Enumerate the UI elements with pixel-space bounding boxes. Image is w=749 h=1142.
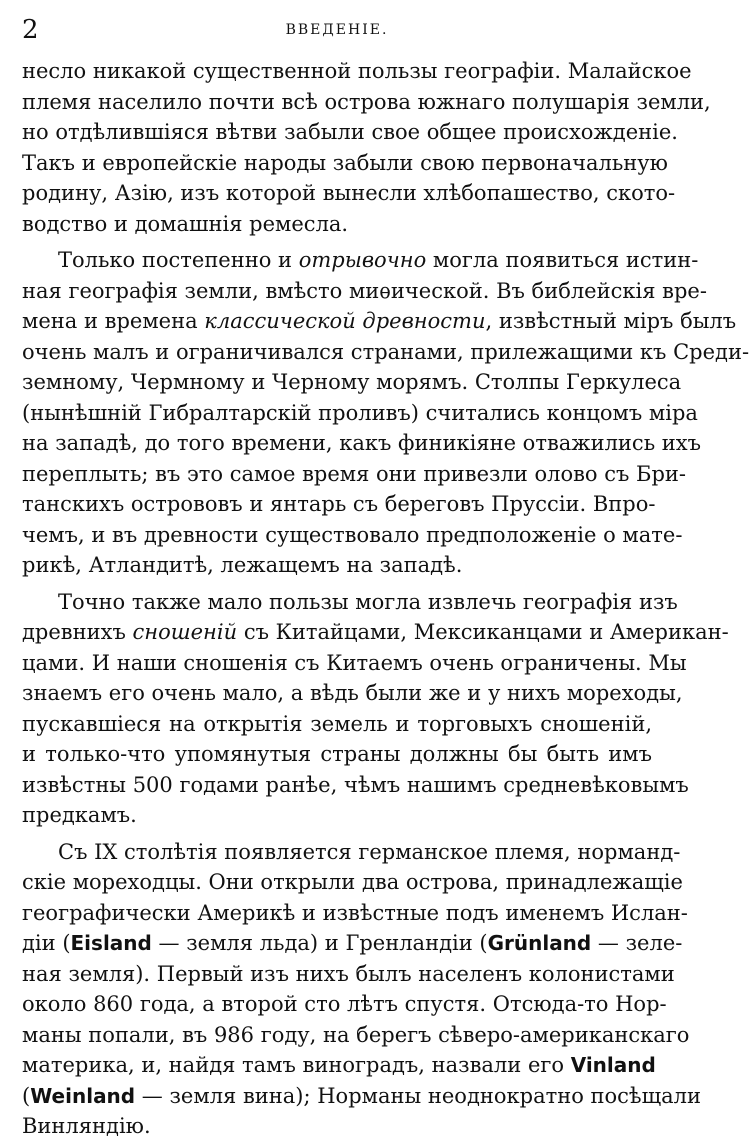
text-line [22,489,656,520]
text-run: Съ IX столѣтія появляется германское племя, норманд- [58,839,681,864]
text-run: — земля вина); Норманы неоднократно посѣщали [135,1083,701,1108]
text-line [22,928,683,959]
page-header [22,14,652,48]
bold-term: Vinland [570,1053,656,1077]
text-run: несло никакой существенной пользы географіи. Малайское [22,59,692,83]
italic-emphasis: классической древности [204,309,486,333]
running-head: ВВЕДЕНІЕ. [285,22,389,38]
text-run: скіе мореходцы. Они открыли два острова, принадлежащіе [22,870,683,894]
text-run: около 860 года, а второй сто лѣтъ спустя. Отсюда-то Нор- [22,992,667,1016]
text-run: знаемъ его очень мало, а вѣдь были же и у нихъ мореходы, [22,681,683,705]
text-line [22,739,652,770]
text-line [22,1081,701,1112]
text-run: ная земля). Первый изъ нихъ былъ населенъ колонистами [22,961,675,986]
text-line [22,178,676,209]
text-line [22,648,687,679]
text-line [22,245,699,276]
text-line [22,550,652,581]
text-run: водство и домашнія ремесла. [22,211,349,236]
text-line [22,56,692,87]
text-line [22,306,737,337]
text-run: племя населило почти всѣ острова южнаго полушарія земли, [22,89,711,114]
body-text [22,56,749,1142]
page-number: 2 [22,15,39,45]
text-run: географически Америкѣ и извѣстные подъ именемъ Ислан- [22,900,688,925]
text-run: цами. И наши сношенія съ Китаемъ очень ограничены. Мы [22,650,687,675]
text-run: съ Китайцами, Мексиканцами и Американ- [237,620,729,644]
text-run: но отдѣлившіяся вѣтви забыли свое общее происхожденіе. [22,120,678,144]
text-line [22,148,668,179]
text-run: маны попали, въ 986 году, на берегъ сѣверо-американскаго [22,1022,690,1047]
text-line [22,989,667,1020]
text-line [22,337,749,368]
text-run: (нынѣшній Гибралтарскій проливъ) считались концомъ міра [22,400,698,425]
text-line [22,867,683,898]
text-run: Такъ и европейскіе народы забыли свою первоначальную [22,150,668,175]
text-run: извѣстны 500 годами ранѣе, чѣмъ нашимъ средневѣковымъ [22,772,689,797]
text-run: пускавшіеся на открытія земель и торговыхъ сношеній, [22,711,652,736]
paragraph [22,245,749,581]
text-run: діи ( [22,931,71,955]
text-line [22,587,678,618]
bold-term: Weinland [30,1083,136,1108]
paragraph [22,587,729,831]
text-line [22,800,652,831]
text-run: , извѣстный міръ былъ [485,309,737,333]
text-line [22,1050,656,1081]
paragraph [22,837,701,1142]
text-run: очень малъ и ограничивался странами, прилежащими къ Среди- [22,339,749,364]
text-run: переплыть; въ это самое время они привезли олово съ Бри- [22,461,687,486]
text-run: древнихъ [22,620,133,644]
text-run: ная географія земли, вмѣсто миѳической. Въ библейскія вре- [22,278,707,303]
bold-term: Grünland [487,931,592,955]
text-line [22,709,652,740]
text-line [22,678,683,709]
text-run: мена и времена [22,309,205,333]
text-run: родину, Азію, изъ которой вынесли хлѣбопашество, ското- [22,181,676,205]
text-run: материка, и, найдя тамъ виноградъ, назвали его [22,1053,571,1077]
text-run: земному, Чермному и Черному морямъ. Столпы Геркулеса [22,370,682,394]
text-line [22,367,682,398]
text-run: на западѣ, до того времени, какъ финикіяне отважились ихъ [22,431,702,455]
text-line [22,770,689,801]
text-run: Точно также мало пользы могла извлечь географія изъ [58,589,678,614]
text-run: — зеле- [591,931,683,955]
italic-emphasis: сношеній [132,620,238,644]
text-run: рикѣ, Атландитѣ, лежащемъ на западѣ. [22,553,463,577]
text-line [22,959,675,990]
text-run: ( [22,1083,31,1108]
text-line [22,1020,690,1051]
text-line [22,520,683,551]
text-line [22,898,688,929]
text-line [22,398,698,429]
text-run: Винляндію. [22,1114,151,1138]
text-line [22,1111,652,1142]
text-line [22,617,729,648]
text-run: предкамъ. [22,803,137,827]
text-run: могла появиться истин- [426,248,699,272]
text-run: Только постепенно и [58,248,299,272]
text-run: — земля льда) и Гренландіи ( [151,931,488,955]
text-run: и только-что упомянутыя страны должны бы быть имъ [22,742,652,766]
text-line [22,459,687,490]
text-line [22,117,678,148]
paragraph [22,56,711,239]
bold-term: Eisland [70,931,152,955]
text-line [22,276,707,307]
text-line [22,209,652,240]
text-run: чемъ, и въ древности существовало предположеніе о мате- [22,522,683,547]
text-line [22,87,711,118]
text-run: танскихъ острововъ и янтарь съ береговъ Пруссіи. Впро- [22,492,656,516]
italic-emphasis: отрывочно [298,248,427,272]
text-line [22,428,702,459]
text-line [22,837,681,868]
